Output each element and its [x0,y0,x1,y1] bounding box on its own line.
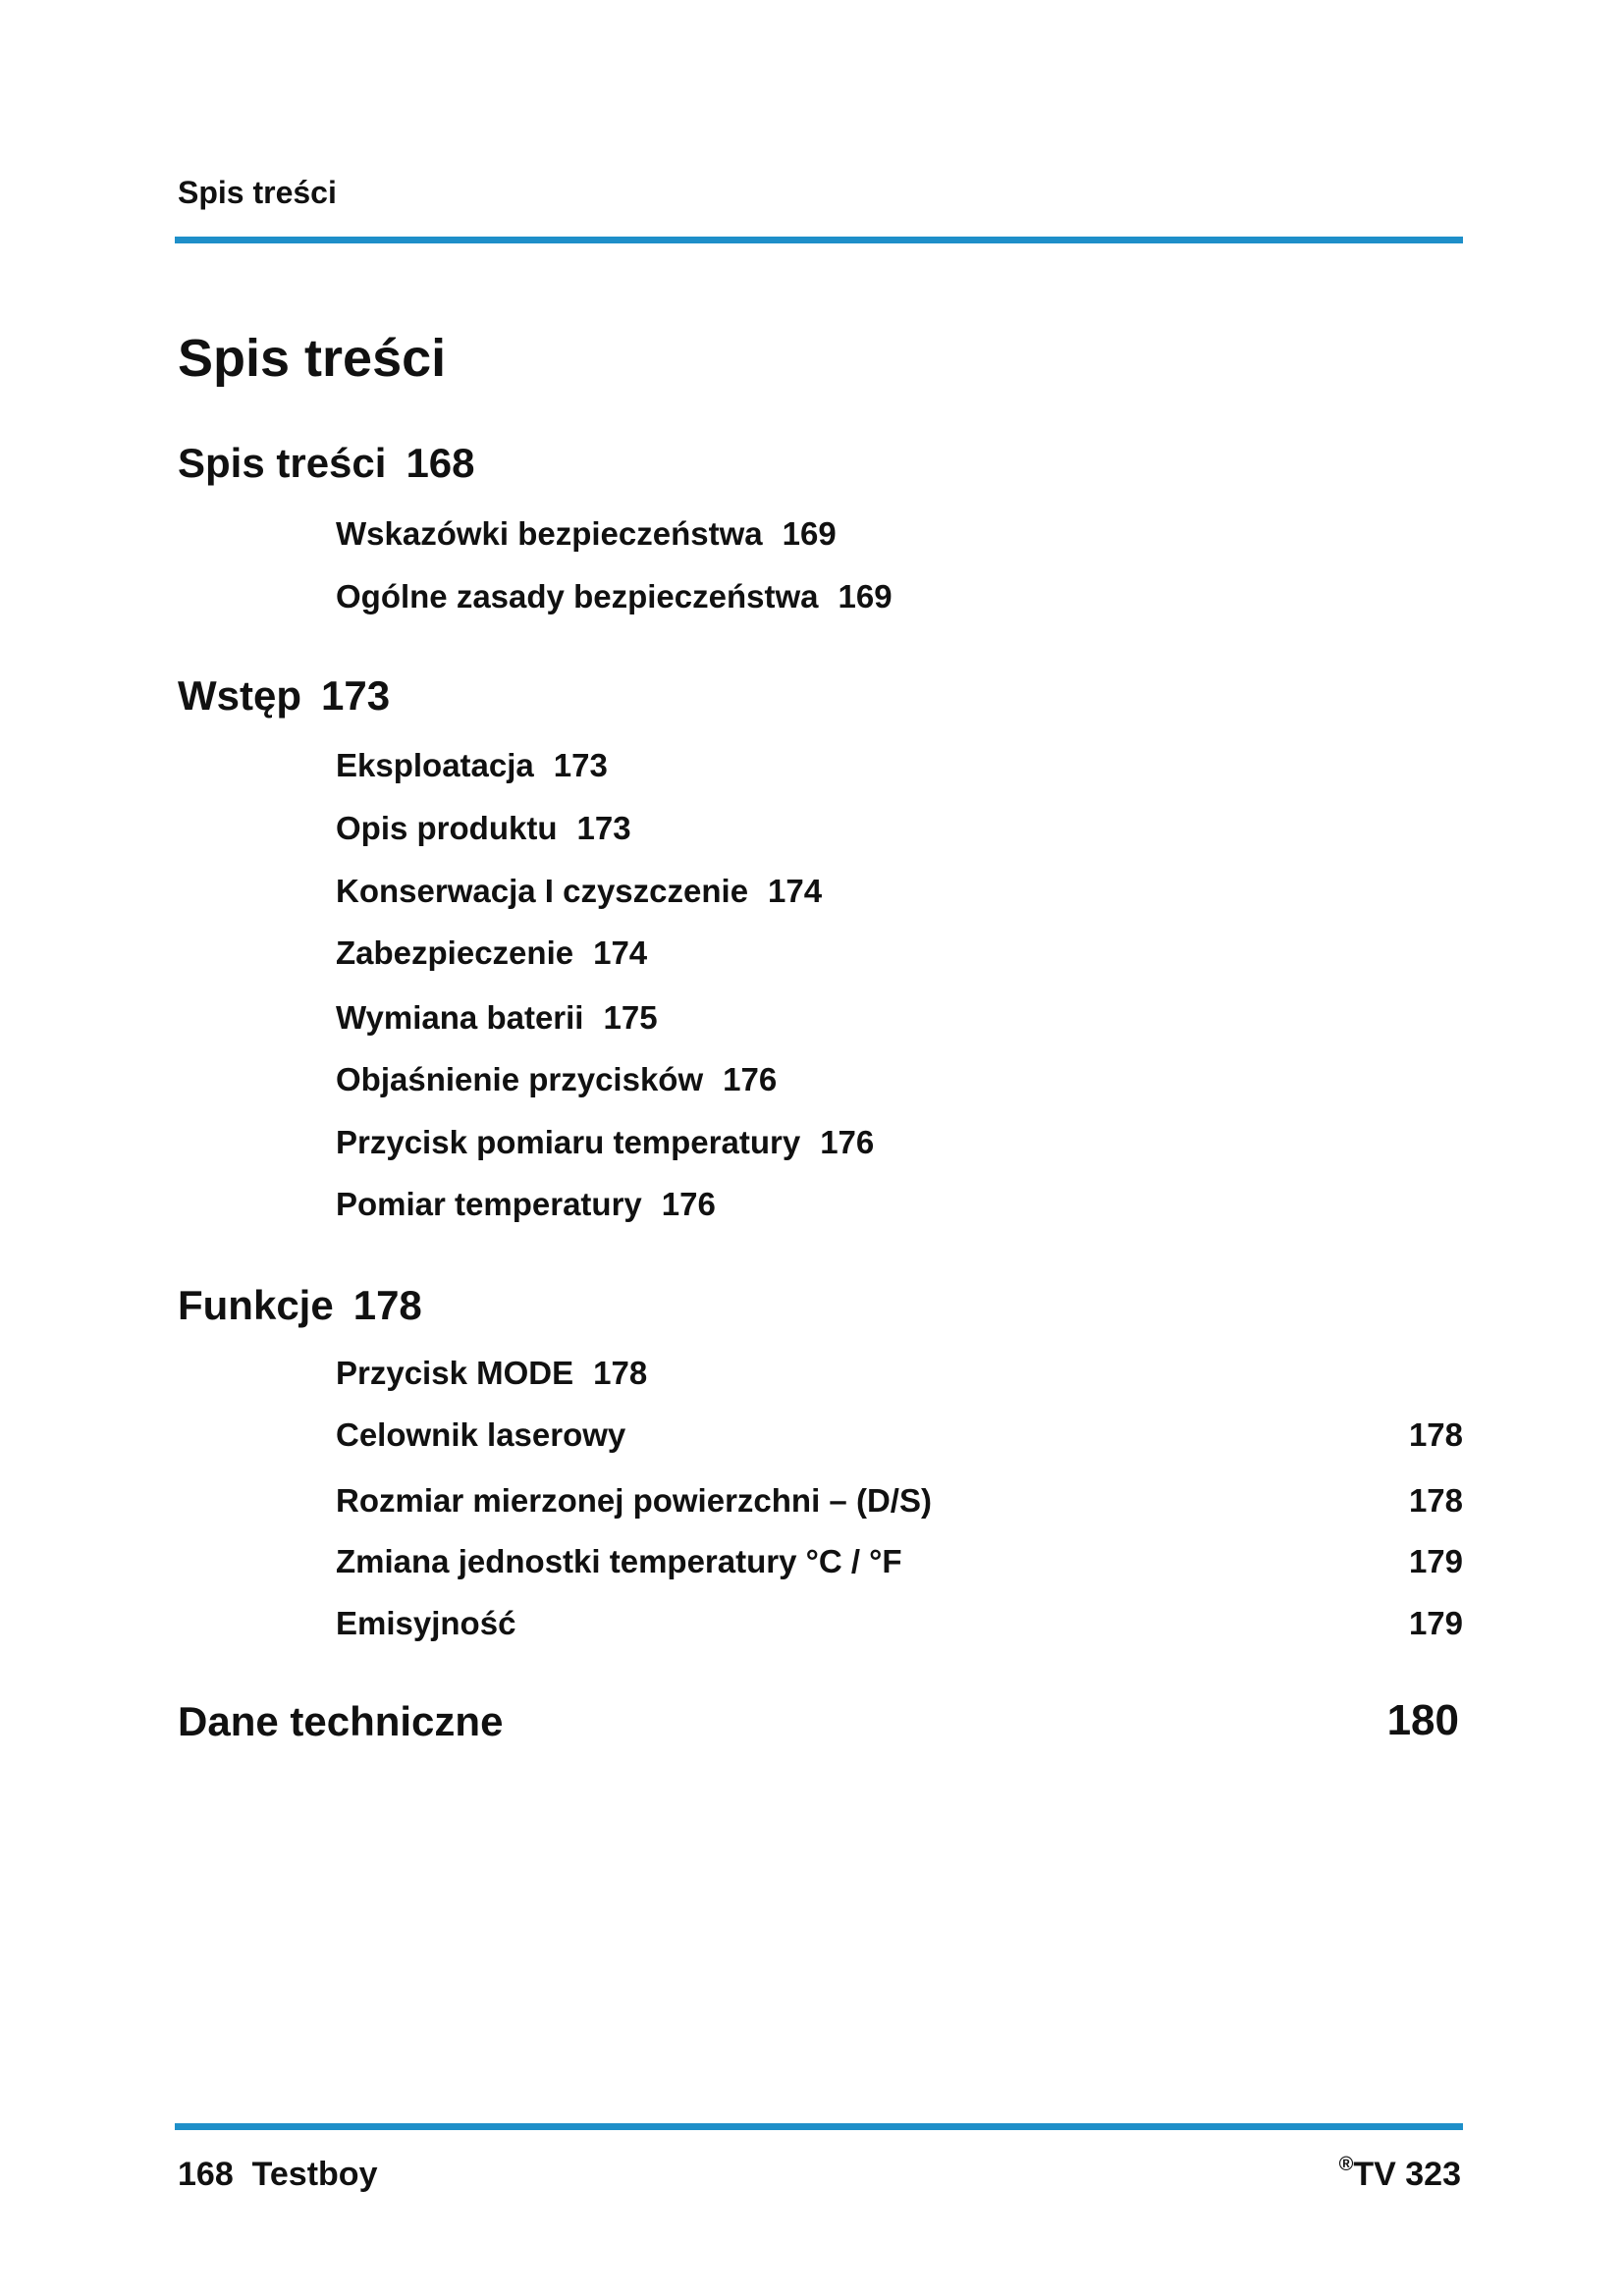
registered-trademark-icon: ® [1338,2154,1354,2175]
toc-item-title: Opis produktu [336,810,558,846]
toc-item-title: Wskazówki bezpieczeństwa [336,515,763,552]
toc-item-ogolne-zasady[interactable] [336,578,893,615]
toc-item-page: 178 [1408,1482,1463,1519]
toc-item-title: Przycisk MODE [336,1355,574,1391]
toc-section-title: Wstęp [178,672,301,719]
header-rule [175,237,1463,243]
toc-section-dane-techniczne[interactable] [178,1698,503,1745]
toc-item-celownik-laserowy[interactable] [336,1416,625,1454]
toc-item-page: 169 [838,578,893,614]
toc-item-page: 175 [603,999,658,1036]
toc-item-konserwacja[interactable] [336,873,822,910]
toc-item-zabezpieczenie[interactable] [336,934,647,972]
toc-section-funkcje[interactable] [178,1282,422,1329]
toc-item-emisyjnosc[interactable] [336,1605,515,1642]
page-title: Spis treści [178,329,447,388]
toc-item-wskazowki-bezpieczenstwa[interactable] [336,515,837,553]
toc-item-page: 176 [661,1186,716,1222]
toc-item-opis-produktu[interactable] [336,810,631,847]
toc-section-spis-tresci[interactable] [178,440,475,487]
toc-item-pomiar-temperatury[interactable] [336,1186,716,1223]
toc-item-page: 173 [576,810,631,846]
toc-item-title: Eksploatacja [336,747,534,783]
toc-item-page: 178 [1408,1416,1463,1453]
toc-item-rozmiar-powierzchni[interactable] [336,1482,932,1520]
toc-item-title: Zmiana jednostki temperatury °C / °F [336,1543,902,1579]
toc-section-page: 168 [406,440,475,486]
toc-item-eksploatacja[interactable] [336,747,608,784]
toc-item-przycisk-pomiaru[interactable] [336,1124,874,1161]
toc-item-title: Pomiar temperatury [336,1186,642,1222]
toc-item-page: 174 [593,934,648,971]
toc-item-page: 169 [782,515,837,552]
toc-item-title: Konserwacja I czyszczenie [336,873,749,909]
brand-name: Testboy [251,2156,378,2193]
toc-item-przycisk-mode[interactable] [336,1355,647,1392]
toc-section-page: 178 [352,1282,422,1328]
toc-section-page: 180 [1386,1696,1459,1744]
toc-item-title: Celownik laserowy [336,1416,626,1453]
toc-section-title: Funkcje [178,1282,334,1328]
page-number: 168 [178,2156,234,2193]
toc-item-title: Zabezpieczenie [336,934,574,971]
running-header: Spis treści [178,175,337,210]
model-name: TV 323 [1353,2156,1461,2193]
toc-item-zmiana-jednostki[interactable] [336,1543,902,1580]
toc-item-title: Wymiana baterii [336,999,584,1036]
toc-item-page: 178 [593,1355,648,1391]
toc-section-title: Dane techniczne [178,1698,504,1744]
toc-item-wymiana-baterii[interactable] [336,999,658,1037]
toc-item-page: 174 [768,873,823,909]
toc-item-title: Przycisk pomiaru temperatury [336,1124,801,1160]
toc-item-page: 179 [1408,1605,1463,1641]
toc-section-page: 173 [321,672,391,719]
toc-section-title: Spis treści [178,440,387,486]
toc-item-page: 179 [1408,1543,1463,1579]
toc-item-title: Ogólne zasady bezpieczeństwa [336,578,819,614]
toc-item-page: 176 [820,1124,875,1160]
toc-item-objasnienie-przyciskow[interactable] [336,1061,777,1098]
footer-left [178,2156,377,2194]
footer-right [1339,2156,1461,2194]
toc-item-page: 176 [723,1061,778,1097]
toc-section-wstep[interactable] [178,672,390,720]
toc-item-page: 173 [553,747,608,783]
toc-item-title: Emisyjność [336,1605,516,1641]
toc-item-title: Rozmiar mierzonej powierzchni – (D/S) [336,1482,932,1519]
toc-item-title: Objaśnienie przycisków [336,1061,704,1097]
footer-rule [175,2123,1463,2130]
